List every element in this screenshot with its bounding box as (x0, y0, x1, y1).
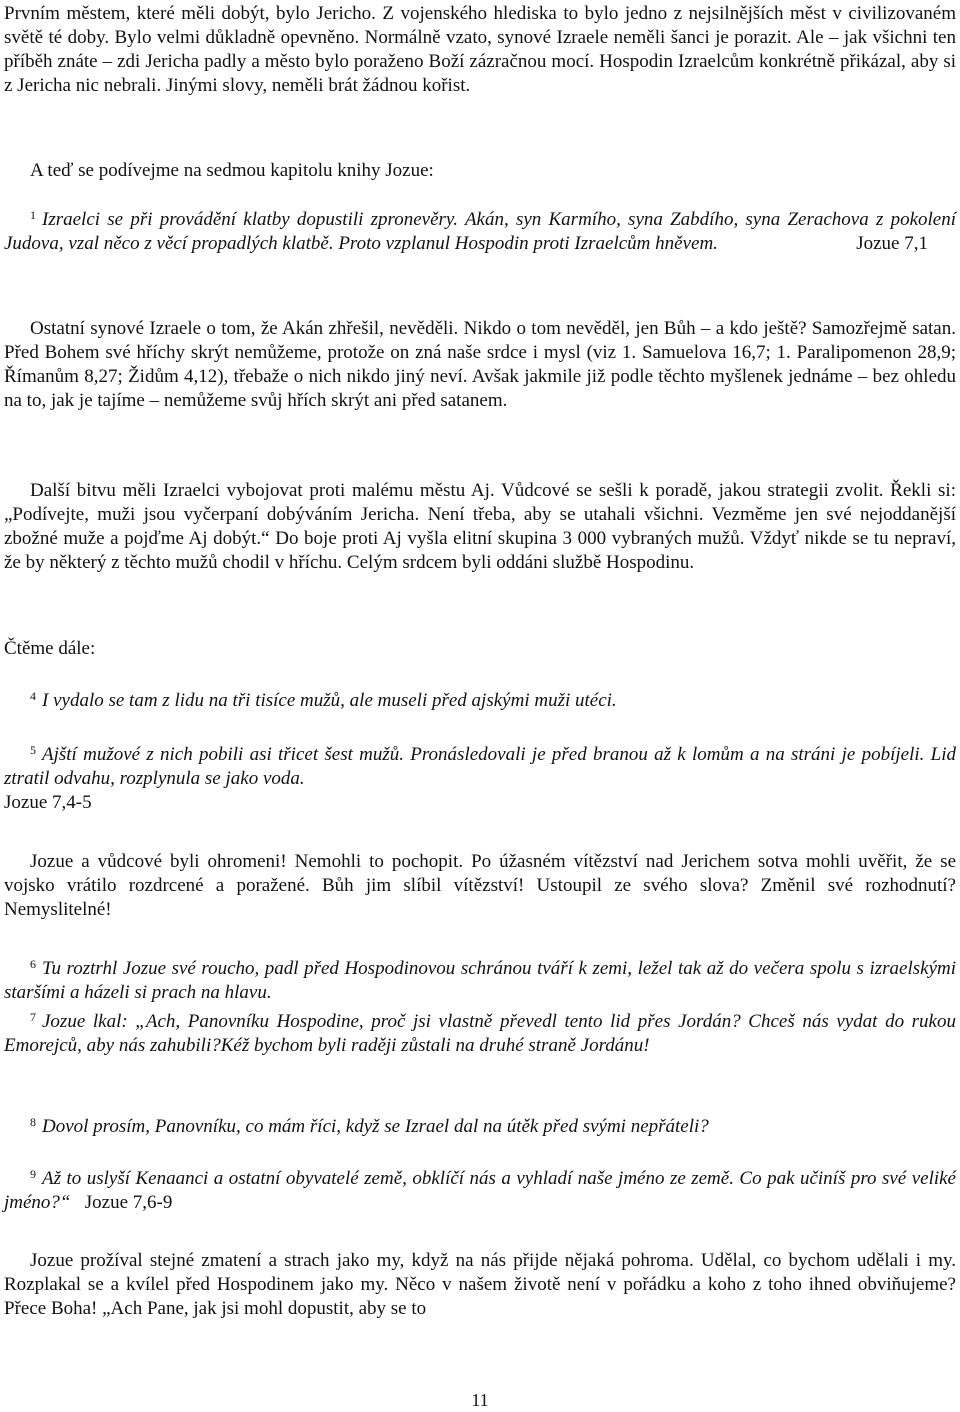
verse-number: 1 (30, 208, 36, 222)
verse-number: 9 (30, 1167, 36, 1181)
paragraph-jericho: Prvním městem, které měli dobýt, bylo Jericho. Z vojenského hlediska to bylo jedno z nejsilnějších měst v civilizovaném světě té doby. Bylo velmi důkladně opevněno. Normálně vzato, synové Izraele neměli šanci je porazit. Ale – jak všichni ten příběh znáte – zdi Jericha padly a město bylo poraženo Boží zázračnou mocí. Hospodin Izraelcům konkrétně přikázal, aby si z Jericha nic nebrali. Jinými slovy, neměli brát žádnou kořist. (4, 3, 956, 96)
verse-number: 4 (30, 689, 36, 703)
verse-number: 7 (30, 1010, 36, 1024)
quote-verse-6 (4, 957, 956, 1005)
verse-text: Tu roztrhl Jozue své roucho, padl před Hospodinovou schránou tváří k zemi, ležel tak až do večera spolu s izraelskými staršími a házeli si prach na hlavu. (4, 958, 956, 1003)
paragraph-read-on: Čtěme dále: (4, 638, 96, 659)
verse-number: 6 (30, 957, 36, 971)
paragraph-ai-battle: Další bitvu měli Izraelci vybojovat proti malému městu Aj. Vůdcové se sešli k poradě, jakou strategii zvolit. Řekli si: „Podívejte, muži jsou vyčerpaní dobýváním Jericha. Není třeba, aby se utahali všichni. Vezměme jen své nejoddanější zbožné muže a pojďme Aj dobýt.“ Do boje proti Aj vyšla elitní skupina 3 000 vybraných mužů. Vždyť nikde se tu nepraví, že by některý z těchto mužů chodil v hříchu. Celým srdcem byli oddáni službě Hospodinu. (4, 480, 956, 573)
verse-text: Izraelci se při provádění klatby dopustili zpronevěry. Akán, syn Karmího, syna Zabdího, syna Zerachova z pokolení Judova, vzal něco z věcí propadlých klatbě. Proto vzplanul Hospodin proti Izraelcům hněvem. (4, 209, 956, 254)
quote-verse-7 (4, 1010, 956, 1058)
quote-verse-8 (4, 1115, 956, 1139)
verse-number: 5 (30, 743, 36, 757)
paragraph-intro-chapter7: A teď se podívejme na sedmou kapitolu knihy Jozue: (30, 160, 434, 181)
quote-verse-4 (30, 689, 956, 713)
reference: Jozue 7,1 (856, 233, 928, 254)
quote-verse-5 (4, 743, 956, 815)
paragraph-akan: Ostatní synové Izraele o tom, že Akán zhřešil, nevěděli. Nikdo o tom nevěděl, jen Bůh – a kdo ještě? Samozřejmě satan. Před Bohem své hříchy skrýt nemůžeme, protože on zná naše srdce i mysl (viz 1. Samuelova 16,7; 1. Paralipomenon 28,9; Římanům 8,27; Židům 4,12), třebaže o nich nikdo jiný neví. Avšak jakmile již podle těchto myšlenek jednáme – bez ohledu na to, jak je tajíme – nemůžeme svůj hřích skrýt ani před satanem. (4, 318, 956, 411)
quote-verse-5-text (4, 743, 956, 791)
verse-text: Ajští mužové z nich pobili asi třicet šest mužů. Pronásledovali je před branou až k lomům a na stráni je pobíjeli. Lid ztratil odvahu, rozplynula se jako voda. (4, 744, 956, 789)
verse-text: I vydalo se tam z lidu na tři tisíce mužů, ale museli před ajskými muži utéci. (42, 690, 617, 711)
quote-verse-9 (4, 1167, 956, 1215)
verse-text: Jozue lkal: „Ach, Panovníku Hospodine, proč jsi vlastně převedl tento lid přes Jordán? Chceš nás vydat do rukou Emorejců, aby nás zahubili?Kéž bychom byli raději zůstali na druhé straně Jordánu! (4, 1011, 956, 1056)
paragraph-joshua-shocked: Jozue a vůdcové byli ohromeni! Nemohli to pochopit. Po úžasném vítězství nad Jerichem sotva mohli uvěřit, že se vojsko vrátilo rozdrcené a poražené. Bůh jim slíbil vítězství! Ustoupil ze svého slova? Změnil své rozhodnutí? Nemyslitelné! (4, 851, 956, 920)
paragraph-joshua-fear: Jozue prožíval stejné zmatení a strach jako my, když na nás přijde nějaká pohroma. Udělal, co bychom udělali i my. Rozplakal se a kvílel před Hospodinem jako my. Něco v našem životě není v pořádku a koho z toho ihned obviňujeme? Přece Boha! „Ach Pane, jak jsi mohl dopustit, aby se to (4, 1250, 956, 1319)
quote-verse-1 (4, 208, 956, 256)
verse-number: 8 (30, 1115, 36, 1129)
reference: Jozue 7,6-9 (84, 1192, 173, 1213)
page-number: 11 (471, 1390, 489, 1410)
verse-text: Dovol prosím, Panovníku, co mám říci, když se Izrael dal na útěk před svými nepřáteli? (42, 1116, 709, 1137)
reference: Jozue 7,4-5 (4, 792, 92, 813)
verse-text: Až to uslyší Kenaanci a ostatní obyvatelé země, obklíčí nás a vyhladí naše jméno ze země. Co pak učiníš pro své veliké jméno?“ (4, 1168, 956, 1213)
